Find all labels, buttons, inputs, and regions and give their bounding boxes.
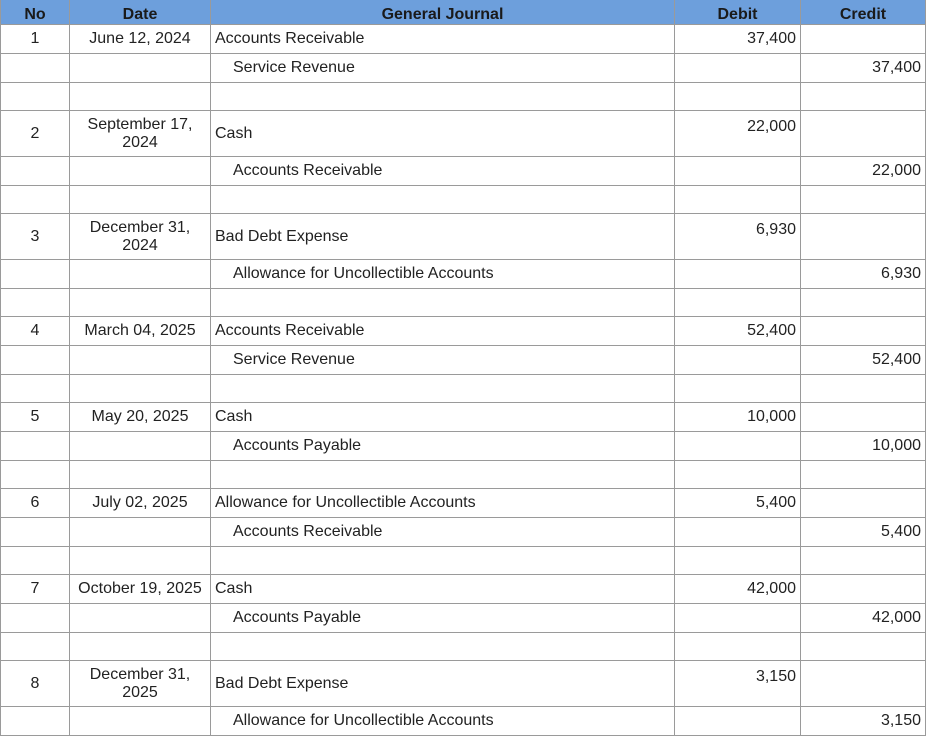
journal-entry-debit-row <box>1 25 926 54</box>
empty-cell <box>675 547 801 575</box>
header-general-journal: General Journal <box>211 0 675 25</box>
entry-date: June 12, 2024 <box>70 25 211 54</box>
empty-cell <box>70 83 211 111</box>
credit-amount: 6,930 <box>801 260 926 289</box>
debit-account: Bad Debt Expense <box>211 661 675 707</box>
credit-amount: 37,400 <box>801 54 926 83</box>
journal-entry-credit-row <box>1 432 926 461</box>
spacer-row <box>1 375 926 403</box>
credit-empty-cell <box>801 111 926 157</box>
empty-cell <box>801 186 926 214</box>
credit-empty-cell <box>801 489 926 518</box>
entry-date: December 31, 2024 <box>70 214 211 260</box>
empty-cell <box>1 346 70 375</box>
entry-date: September 17, 2024 <box>70 111 211 157</box>
journal-entry-debit-row <box>1 111 926 157</box>
entry-date: July 02, 2025 <box>70 489 211 518</box>
empty-cell <box>211 633 675 661</box>
empty-cell <box>801 461 926 489</box>
credit-account: Allowance for Uncollectible Accounts <box>211 260 675 289</box>
empty-cell <box>1 461 70 489</box>
header-date: Date <box>70 0 211 25</box>
empty-cell <box>211 83 675 111</box>
debit-amount: 6,930 <box>675 214 801 260</box>
empty-cell <box>70 547 211 575</box>
credit-amount: 5,400 <box>801 518 926 547</box>
empty-cell <box>1 547 70 575</box>
empty-cell <box>801 289 926 317</box>
credit-account: Accounts Payable <box>211 432 675 461</box>
empty-cell <box>1 83 70 111</box>
empty-cell <box>801 83 926 111</box>
empty-cell <box>801 633 926 661</box>
empty-cell <box>1 260 70 289</box>
header-credit: Credit <box>801 0 926 25</box>
spacer-row <box>1 461 926 489</box>
empty-cell <box>211 547 675 575</box>
empty-cell <box>1 186 70 214</box>
spacer-row <box>1 633 926 661</box>
credit-amount: 10,000 <box>801 432 926 461</box>
debit-amount: 10,000 <box>675 403 801 432</box>
debit-empty-cell <box>675 518 801 547</box>
empty-cell <box>70 186 211 214</box>
credit-amount: 22,000 <box>801 157 926 186</box>
credit-empty-cell <box>801 25 926 54</box>
empty-cell <box>70 461 211 489</box>
entry-number: 7 <box>1 575 70 604</box>
debit-empty-cell <box>675 432 801 461</box>
debit-empty-cell <box>675 604 801 633</box>
journal-entry-debit-row <box>1 403 926 432</box>
header-row <box>1 0 926 25</box>
empty-cell <box>70 157 211 186</box>
credit-empty-cell <box>801 214 926 260</box>
empty-cell <box>70 375 211 403</box>
credit-empty-cell <box>801 317 926 346</box>
debit-account: Allowance for Uncollectible Accounts <box>211 489 675 518</box>
journal-entry-debit-row <box>1 214 926 260</box>
empty-cell <box>1 289 70 317</box>
empty-cell <box>1 604 70 633</box>
journal-entry-credit-row <box>1 260 926 289</box>
credit-amount: 42,000 <box>801 604 926 633</box>
debit-empty-cell <box>675 157 801 186</box>
journal-entry-credit-row <box>1 157 926 186</box>
journal-entry-credit-row <box>1 604 926 633</box>
header-no: No <box>1 0 70 25</box>
credit-account: Accounts Receivable <box>211 157 675 186</box>
journal-entry-debit-row <box>1 575 926 604</box>
debit-account: Cash <box>211 403 675 432</box>
debit-account: Cash <box>211 575 675 604</box>
empty-cell <box>70 260 211 289</box>
credit-amount: 52,400 <box>801 346 926 375</box>
journal-entry-credit-row <box>1 518 926 547</box>
empty-cell <box>675 375 801 403</box>
journal-entry-debit-row <box>1 661 926 707</box>
empty-cell <box>675 186 801 214</box>
header-debit: Debit <box>675 0 801 25</box>
entry-date: May 20, 2025 <box>70 403 211 432</box>
credit-amount: 3,150 <box>801 707 926 736</box>
entry-date: March 04, 2025 <box>70 317 211 346</box>
debit-account: Cash <box>211 111 675 157</box>
spacer-row <box>1 289 926 317</box>
spacer-row <box>1 547 926 575</box>
empty-cell <box>675 289 801 317</box>
entry-number: 4 <box>1 317 70 346</box>
debit-amount: 37,400 <box>675 25 801 54</box>
entry-date: October 19, 2025 <box>70 575 211 604</box>
entry-number: 1 <box>1 25 70 54</box>
journal-entry-credit-row <box>1 707 926 736</box>
empty-cell <box>211 289 675 317</box>
credit-empty-cell <box>801 575 926 604</box>
empty-cell <box>1 633 70 661</box>
empty-cell <box>1 157 70 186</box>
empty-cell <box>211 375 675 403</box>
empty-cell <box>70 707 211 736</box>
journal-entry-debit-row <box>1 489 926 518</box>
empty-cell <box>211 461 675 489</box>
debit-amount: 22,000 <box>675 111 801 157</box>
entry-date: December 31, 2025 <box>70 661 211 707</box>
empty-cell <box>1 518 70 547</box>
debit-account: Accounts Receivable <box>211 317 675 346</box>
empty-cell <box>211 186 675 214</box>
entry-number: 5 <box>1 403 70 432</box>
spacer-row <box>1 83 926 111</box>
empty-cell <box>675 461 801 489</box>
debit-account: Accounts Receivable <box>211 25 675 54</box>
debit-empty-cell <box>675 346 801 375</box>
credit-account: Accounts Receivable <box>211 518 675 547</box>
credit-account: Service Revenue <box>211 54 675 83</box>
empty-cell <box>70 633 211 661</box>
debit-empty-cell <box>675 260 801 289</box>
journal-entry-debit-row <box>1 317 926 346</box>
credit-account: Accounts Payable <box>211 604 675 633</box>
empty-cell <box>70 432 211 461</box>
empty-cell <box>1 432 70 461</box>
credit-account: Allowance for Uncollectible Accounts <box>211 707 675 736</box>
empty-cell <box>70 518 211 547</box>
empty-cell <box>801 547 926 575</box>
entry-number: 8 <box>1 661 70 707</box>
debit-amount: 5,400 <box>675 489 801 518</box>
journal-entry-credit-row <box>1 54 926 83</box>
debit-amount: 52,400 <box>675 317 801 346</box>
empty-cell <box>1 375 70 403</box>
debit-account: Bad Debt Expense <box>211 214 675 260</box>
empty-cell <box>675 633 801 661</box>
empty-cell <box>675 83 801 111</box>
spacer-row <box>1 186 926 214</box>
entry-number: 3 <box>1 214 70 260</box>
empty-cell <box>1 707 70 736</box>
entry-number: 6 <box>1 489 70 518</box>
empty-cell <box>801 375 926 403</box>
empty-cell <box>70 604 211 633</box>
empty-cell <box>1 54 70 83</box>
debit-empty-cell <box>675 707 801 736</box>
journal-entry-credit-row <box>1 346 926 375</box>
credit-empty-cell <box>801 661 926 707</box>
empty-cell <box>70 289 211 317</box>
credit-account: Service Revenue <box>211 346 675 375</box>
empty-cell <box>70 54 211 83</box>
journal-body <box>1 25 926 736</box>
debit-amount: 3,150 <box>675 661 801 707</box>
empty-cell <box>70 346 211 375</box>
credit-empty-cell <box>801 403 926 432</box>
debit-amount: 42,000 <box>675 575 801 604</box>
debit-empty-cell <box>675 54 801 83</box>
entry-number: 2 <box>1 111 70 157</box>
